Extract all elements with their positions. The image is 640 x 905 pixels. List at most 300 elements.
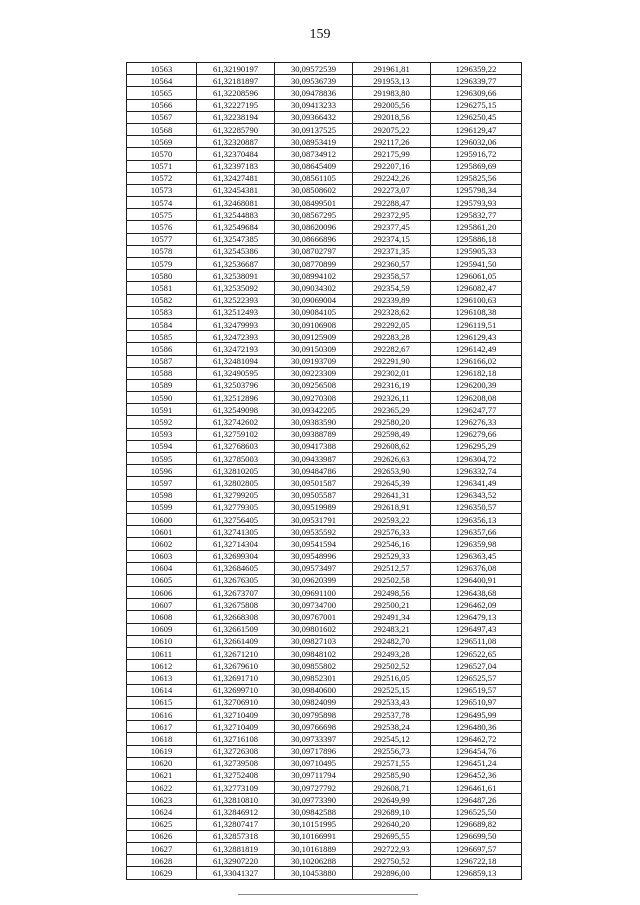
x-coordinate-cell: 292580,20 [353, 416, 431, 428]
longitude-cell: 30,10161889 [275, 843, 353, 855]
longitude-cell: 30,08561105 [275, 172, 353, 184]
x-coordinate-cell: 292545,12 [353, 733, 431, 745]
y-coordinate-cell: 1296527,04 [431, 660, 522, 672]
y-coordinate-cell: 1296247,77 [431, 404, 522, 416]
latitude-cell: 61,32190197 [197, 63, 275, 75]
x-coordinate-cell: 292641,31 [353, 489, 431, 501]
longitude-cell: 30,09433987 [275, 453, 353, 465]
y-coordinate-cell: 1296129,47 [431, 123, 522, 135]
latitude-cell: 61,32481094 [197, 355, 275, 367]
point-number-cell: 10587 [127, 355, 197, 367]
x-coordinate-cell: 292005,56 [353, 99, 431, 111]
point-number-cell: 10571 [127, 160, 197, 172]
latitude-cell: 61,32679610 [197, 660, 275, 672]
longitude-cell: 30,09795898 [275, 708, 353, 720]
table-row [127, 87, 522, 99]
latitude-cell: 61,32881819 [197, 843, 275, 855]
y-coordinate-cell: 1296522,65 [431, 648, 522, 660]
point-number-cell: 10613 [127, 672, 197, 684]
latitude-cell: 61,32285790 [197, 123, 275, 135]
latitude-cell: 61,32661509 [197, 623, 275, 635]
latitude-cell: 61,32227195 [197, 99, 275, 111]
longitude-cell: 30,09193709 [275, 355, 353, 367]
latitude-cell: 61,32699304 [197, 550, 275, 562]
point-number-cell: 10563 [127, 63, 197, 75]
x-coordinate-cell: 292626,63 [353, 453, 431, 465]
y-coordinate-cell: 1296182,18 [431, 367, 522, 379]
x-coordinate-cell: 292533,43 [353, 696, 431, 708]
latitude-cell: 61,32752408 [197, 769, 275, 781]
table-row [127, 428, 522, 440]
longitude-cell: 30,09855802 [275, 660, 353, 672]
table-row [127, 830, 522, 842]
table-row [127, 160, 522, 172]
x-coordinate-cell: 292512,57 [353, 562, 431, 574]
point-number-cell: 10564 [127, 75, 197, 87]
x-coordinate-cell: 292689,10 [353, 806, 431, 818]
point-number-cell: 10605 [127, 574, 197, 586]
longitude-cell: 30,09767001 [275, 611, 353, 623]
y-coordinate-cell: 1295861,20 [431, 221, 522, 233]
point-number-cell: 10620 [127, 757, 197, 769]
y-coordinate-cell: 1296309,66 [431, 87, 522, 99]
table-row [127, 599, 522, 611]
table-row [127, 684, 522, 696]
table-row [127, 355, 522, 367]
longitude-cell: 30,08567295 [275, 209, 353, 221]
point-number-cell: 10593 [127, 428, 197, 440]
longitude-cell: 30,09848102 [275, 648, 353, 660]
x-coordinate-cell: 291961,81 [353, 63, 431, 75]
table-row [127, 660, 522, 672]
x-coordinate-cell: 292377,45 [353, 221, 431, 233]
latitude-cell: 61,32810810 [197, 794, 275, 806]
table-row [127, 721, 522, 733]
table-row [127, 123, 522, 135]
longitude-cell: 30,09572539 [275, 63, 353, 75]
x-coordinate-cell: 292292,05 [353, 318, 431, 330]
latitude-cell: 61,32472393 [197, 331, 275, 343]
point-number-cell: 10611 [127, 648, 197, 660]
point-number-cell: 10628 [127, 855, 197, 867]
table-row [127, 501, 522, 513]
x-coordinate-cell: 291953,13 [353, 75, 431, 87]
y-coordinate-cell: 1296061,05 [431, 270, 522, 282]
y-coordinate-cell: 1296722,18 [431, 855, 522, 867]
latitude-cell: 61,32479993 [197, 318, 275, 330]
table-row [127, 818, 522, 830]
y-coordinate-cell: 1296350,57 [431, 501, 522, 513]
x-coordinate-cell: 292608,71 [353, 782, 431, 794]
latitude-cell: 61,32741305 [197, 526, 275, 538]
longitude-cell: 30,09536739 [275, 75, 353, 87]
table-row [127, 209, 522, 221]
x-coordinate-cell: 291983,80 [353, 87, 431, 99]
point-number-cell: 10575 [127, 209, 197, 221]
x-coordinate-cell: 292491,34 [353, 611, 431, 623]
table-row [127, 245, 522, 257]
y-coordinate-cell: 1296697,57 [431, 843, 522, 855]
latitude-cell: 61,32671210 [197, 648, 275, 660]
y-coordinate-cell: 1296359,22 [431, 63, 522, 75]
table-row [127, 453, 522, 465]
latitude-cell: 61,32726308 [197, 745, 275, 757]
point-number-cell: 10603 [127, 550, 197, 562]
point-number-cell: 10566 [127, 99, 197, 111]
point-number-cell: 10591 [127, 404, 197, 416]
latitude-cell: 61,32512493 [197, 306, 275, 318]
latitude-cell: 61,32397183 [197, 160, 275, 172]
x-coordinate-cell: 292291,90 [353, 355, 431, 367]
point-number-cell: 10629 [127, 867, 197, 879]
table-row [127, 757, 522, 769]
x-coordinate-cell: 292498,56 [353, 587, 431, 599]
point-number-cell: 10596 [127, 465, 197, 477]
y-coordinate-cell: 1295941,50 [431, 258, 522, 270]
y-coordinate-cell: 1296108,38 [431, 306, 522, 318]
y-coordinate-cell: 1296279,66 [431, 428, 522, 440]
point-number-cell: 10612 [127, 660, 197, 672]
y-coordinate-cell: 1296343,52 [431, 489, 522, 501]
y-coordinate-cell: 1296451,24 [431, 757, 522, 769]
point-number-cell: 10581 [127, 282, 197, 294]
x-coordinate-cell: 292242,26 [353, 172, 431, 184]
latitude-cell: 61,32536687 [197, 258, 275, 270]
longitude-cell: 30,09125909 [275, 331, 353, 343]
y-coordinate-cell: 1296859,13 [431, 867, 522, 879]
table-row [127, 306, 522, 318]
x-coordinate-cell: 292365,29 [353, 404, 431, 416]
longitude-cell: 30,08620096 [275, 221, 353, 233]
x-coordinate-cell: 292371,35 [353, 245, 431, 257]
y-coordinate-cell: 1295832,77 [431, 209, 522, 221]
y-coordinate-cell: 1296341,49 [431, 477, 522, 489]
coordinates-table-body [127, 63, 522, 880]
y-coordinate-cell: 1296295,29 [431, 440, 522, 452]
point-number-cell: 10601 [127, 526, 197, 538]
x-coordinate-cell: 292653,90 [353, 465, 431, 477]
table-row [127, 587, 522, 599]
table-row [127, 477, 522, 489]
longitude-cell: 30,10206288 [275, 855, 353, 867]
y-coordinate-cell: 1296129,43 [431, 331, 522, 343]
table-row [127, 184, 522, 196]
point-number-cell: 10621 [127, 769, 197, 781]
latitude-cell: 61,32691710 [197, 672, 275, 684]
latitude-cell: 61,32427481 [197, 172, 275, 184]
y-coordinate-cell: 1296332,74 [431, 465, 522, 477]
latitude-cell: 61,32810205 [197, 465, 275, 477]
table-row [127, 392, 522, 404]
latitude-cell: 61,32857318 [197, 830, 275, 842]
latitude-cell: 61,32710409 [197, 721, 275, 733]
point-number-cell: 10577 [127, 233, 197, 245]
point-number-cell: 10608 [127, 611, 197, 623]
point-number-cell: 10573 [127, 184, 197, 196]
y-coordinate-cell: 1296359,98 [431, 538, 522, 550]
longitude-cell: 30,09620399 [275, 574, 353, 586]
latitude-cell: 61,32535092 [197, 282, 275, 294]
latitude-cell: 61,32661409 [197, 635, 275, 647]
table-row [127, 696, 522, 708]
table-row [127, 136, 522, 148]
longitude-cell: 30,09342205 [275, 404, 353, 416]
latitude-cell: 61,32773109 [197, 782, 275, 794]
longitude-cell: 30,09417388 [275, 440, 353, 452]
y-coordinate-cell: 1296276,33 [431, 416, 522, 428]
latitude-cell: 61,32545386 [197, 245, 275, 257]
latitude-cell: 61,32547385 [197, 233, 275, 245]
y-coordinate-cell: 1296208,08 [431, 392, 522, 404]
y-coordinate-cell: 1296689,82 [431, 818, 522, 830]
y-coordinate-cell: 1296357,66 [431, 526, 522, 538]
longitude-cell: 30,09734700 [275, 599, 353, 611]
point-number-cell: 10624 [127, 806, 197, 818]
x-coordinate-cell: 292358,57 [353, 270, 431, 282]
table-row [127, 258, 522, 270]
table-row [127, 440, 522, 452]
x-coordinate-cell: 292537,78 [353, 708, 431, 720]
table-row [127, 635, 522, 647]
point-number-cell: 10598 [127, 489, 197, 501]
x-coordinate-cell: 292649,99 [353, 794, 431, 806]
longitude-cell: 30,08508602 [275, 184, 353, 196]
longitude-cell: 30,09535592 [275, 526, 353, 538]
y-coordinate-cell: 1296200,39 [431, 379, 522, 391]
y-coordinate-cell: 1296699,50 [431, 830, 522, 842]
x-coordinate-cell: 292645,39 [353, 477, 431, 489]
table-row [127, 708, 522, 720]
y-coordinate-cell: 1296462,09 [431, 599, 522, 611]
latitude-cell: 61,32807417 [197, 818, 275, 830]
longitude-cell: 30,09766698 [275, 721, 353, 733]
x-coordinate-cell: 292576,33 [353, 526, 431, 538]
y-coordinate-cell: 1296495,99 [431, 708, 522, 720]
latitude-cell: 61,32714304 [197, 538, 275, 550]
x-coordinate-cell: 292374,15 [353, 233, 431, 245]
longitude-cell: 30,09711794 [275, 769, 353, 781]
x-coordinate-cell: 292598,49 [353, 428, 431, 440]
point-number-cell: 10617 [127, 721, 197, 733]
point-number-cell: 10584 [127, 318, 197, 330]
point-number-cell: 10627 [127, 843, 197, 855]
latitude-cell: 61,32710409 [197, 708, 275, 720]
latitude-cell: 61,32779305 [197, 501, 275, 513]
latitude-cell: 61,32846912 [197, 806, 275, 818]
x-coordinate-cell: 292326,11 [353, 392, 431, 404]
x-coordinate-cell: 292500,21 [353, 599, 431, 611]
y-coordinate-cell: 1296142,49 [431, 343, 522, 355]
longitude-cell: 30,09256508 [275, 379, 353, 391]
y-coordinate-cell: 1296400,91 [431, 574, 522, 586]
x-coordinate-cell: 292372,95 [353, 209, 431, 221]
latitude-cell: 61,32538091 [197, 270, 275, 282]
table-row [127, 197, 522, 209]
longitude-cell: 30,09413233 [275, 99, 353, 111]
y-coordinate-cell: 1296480,36 [431, 721, 522, 733]
x-coordinate-cell: 292493,28 [353, 648, 431, 660]
table-row [127, 513, 522, 525]
x-coordinate-cell: 292502,52 [353, 660, 431, 672]
x-coordinate-cell: 292585,90 [353, 769, 431, 781]
latitude-cell: 61,32512896 [197, 392, 275, 404]
table-row [127, 294, 522, 306]
x-coordinate-cell: 292502,58 [353, 574, 431, 586]
point-number-cell: 10607 [127, 599, 197, 611]
longitude-cell: 30,10166991 [275, 830, 353, 842]
table-row [127, 111, 522, 123]
x-coordinate-cell: 292018,56 [353, 111, 431, 123]
latitude-cell: 61,32673707 [197, 587, 275, 599]
point-number-cell: 10610 [127, 635, 197, 647]
y-coordinate-cell: 1296119,51 [431, 318, 522, 330]
y-coordinate-cell: 1295793,93 [431, 197, 522, 209]
table-row [127, 538, 522, 550]
point-number-cell: 10582 [127, 294, 197, 306]
table-row [127, 465, 522, 477]
y-coordinate-cell: 1296519,57 [431, 684, 522, 696]
point-number-cell: 10609 [127, 623, 197, 635]
table-row [127, 672, 522, 684]
point-number-cell: 10568 [127, 123, 197, 135]
table-row [127, 99, 522, 111]
point-number-cell: 10590 [127, 392, 197, 404]
x-coordinate-cell: 292608,62 [353, 440, 431, 452]
y-coordinate-cell: 1296032,06 [431, 136, 522, 148]
x-coordinate-cell: 292516,05 [353, 672, 431, 684]
longitude-cell: 30,09519989 [275, 501, 353, 513]
point-number-cell: 10569 [127, 136, 197, 148]
longitude-cell: 30,09541594 [275, 538, 353, 550]
x-coordinate-cell: 292538,24 [353, 721, 431, 733]
longitude-cell: 30,09573497 [275, 562, 353, 574]
y-coordinate-cell: 1296511,08 [431, 635, 522, 647]
longitude-cell: 30,08953419 [275, 136, 353, 148]
x-coordinate-cell: 292593,22 [353, 513, 431, 525]
longitude-cell: 30,08645409 [275, 160, 353, 172]
x-coordinate-cell: 292640,20 [353, 818, 431, 830]
y-coordinate-cell: 1296454,76 [431, 745, 522, 757]
y-coordinate-cell: 1296461,61 [431, 782, 522, 794]
longitude-cell: 30,10151995 [275, 818, 353, 830]
table-row [127, 733, 522, 745]
point-number-cell: 10578 [127, 245, 197, 257]
y-coordinate-cell: 1296082,47 [431, 282, 522, 294]
y-coordinate-cell: 1296166,02 [431, 355, 522, 367]
y-coordinate-cell: 1295916,72 [431, 148, 522, 160]
y-coordinate-cell: 1296275,15 [431, 99, 522, 111]
point-number-cell: 10626 [127, 830, 197, 842]
table-row [127, 648, 522, 660]
table-row [127, 379, 522, 391]
longitude-cell: 30,08666896 [275, 233, 353, 245]
x-coordinate-cell: 292075,22 [353, 123, 431, 135]
latitude-cell: 61,32472193 [197, 343, 275, 355]
x-coordinate-cell: 292282,67 [353, 343, 431, 355]
y-coordinate-cell: 1296479,13 [431, 611, 522, 623]
y-coordinate-cell: 1296525,50 [431, 806, 522, 818]
table-row [127, 343, 522, 355]
table-row [127, 794, 522, 806]
table-row [127, 623, 522, 635]
y-coordinate-cell: 1296339,77 [431, 75, 522, 87]
y-coordinate-cell: 1296462,72 [431, 733, 522, 745]
longitude-cell: 30,09727792 [275, 782, 353, 794]
longitude-cell: 30,08702797 [275, 245, 353, 257]
longitude-cell: 30,09505587 [275, 489, 353, 501]
longitude-cell: 30,08994102 [275, 270, 353, 282]
longitude-cell: 30,09106908 [275, 318, 353, 330]
x-coordinate-cell: 292525,15 [353, 684, 431, 696]
table-row [127, 331, 522, 343]
bottom-rule [238, 894, 418, 895]
point-number-cell: 10622 [127, 782, 197, 794]
point-number-cell: 10599 [127, 501, 197, 513]
point-number-cell: 10579 [127, 258, 197, 270]
point-number-cell: 10600 [127, 513, 197, 525]
y-coordinate-cell: 1296304,72 [431, 453, 522, 465]
table-row [127, 806, 522, 818]
table-row [127, 148, 522, 160]
longitude-cell: 30,09710495 [275, 757, 353, 769]
longitude-cell: 30,09840600 [275, 684, 353, 696]
longitude-cell: 30,09150309 [275, 343, 353, 355]
point-number-cell: 10580 [127, 270, 197, 282]
latitude-cell: 61,32208596 [197, 87, 275, 99]
longitude-cell: 30,09366432 [275, 111, 353, 123]
latitude-cell: 61,32699710 [197, 684, 275, 696]
latitude-cell: 61,32668308 [197, 611, 275, 623]
x-coordinate-cell: 292695,55 [353, 830, 431, 842]
longitude-cell: 30,09270308 [275, 392, 353, 404]
x-coordinate-cell: 292556,73 [353, 745, 431, 757]
y-coordinate-cell: 1296250,45 [431, 111, 522, 123]
y-coordinate-cell: 1296376,08 [431, 562, 522, 574]
point-number-cell: 10585 [127, 331, 197, 343]
table-row [127, 221, 522, 233]
latitude-cell: 61,32802805 [197, 477, 275, 489]
latitude-cell: 61,32799205 [197, 489, 275, 501]
latitude-cell: 61,32684605 [197, 562, 275, 574]
table-row [127, 318, 522, 330]
y-coordinate-cell: 1295869,69 [431, 160, 522, 172]
latitude-cell: 61,32544883 [197, 209, 275, 221]
table-row [127, 745, 522, 757]
table-row [127, 574, 522, 586]
point-number-cell: 10618 [127, 733, 197, 745]
longitude-cell: 30,09069004 [275, 294, 353, 306]
table-row [127, 282, 522, 294]
longitude-cell: 30,08770899 [275, 258, 353, 270]
point-number-cell: 10565 [127, 87, 197, 99]
table-row [127, 367, 522, 379]
table-row [127, 843, 522, 855]
latitude-cell: 61,32759102 [197, 428, 275, 440]
point-number-cell: 10592 [127, 416, 197, 428]
point-number-cell: 10586 [127, 343, 197, 355]
x-coordinate-cell: 292302,01 [353, 367, 431, 379]
longitude-cell: 30,09388789 [275, 428, 353, 440]
y-coordinate-cell: 1296363,45 [431, 550, 522, 562]
latitude-cell: 61,32716108 [197, 733, 275, 745]
y-coordinate-cell: 1296525,57 [431, 672, 522, 684]
longitude-cell: 30,09223309 [275, 367, 353, 379]
point-number-cell: 10619 [127, 745, 197, 757]
point-number-cell: 10589 [127, 379, 197, 391]
longitude-cell: 30,09827103 [275, 635, 353, 647]
table-row [127, 270, 522, 282]
x-coordinate-cell: 292618,91 [353, 501, 431, 513]
